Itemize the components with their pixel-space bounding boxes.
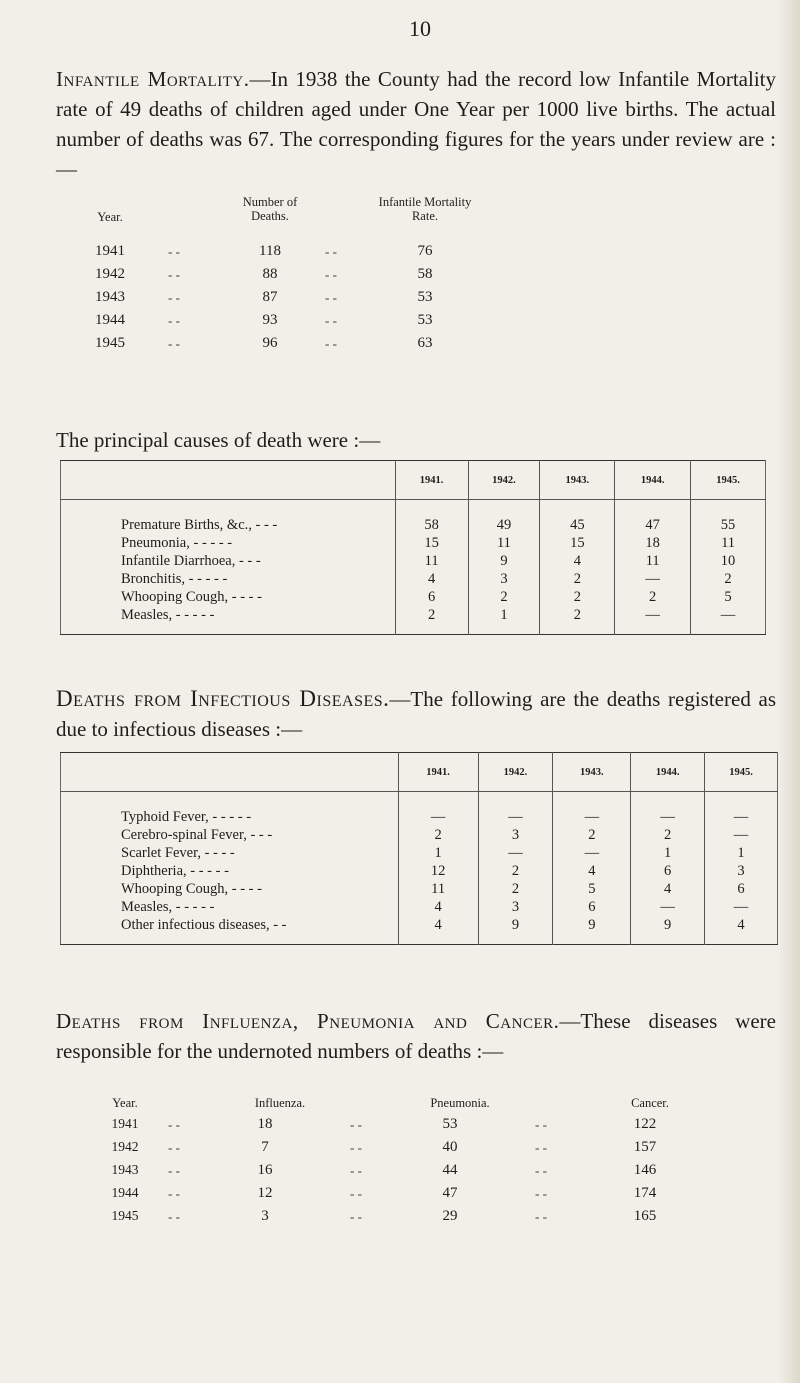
causes-row-value: 58 bbox=[395, 516, 468, 534]
ipc-row-influenza: 7 bbox=[261, 1139, 269, 1155]
ipc-row-sep: - - bbox=[535, 1140, 547, 1155]
infectious-row bbox=[61, 808, 778, 826]
causes-row-value: 2 bbox=[691, 570, 766, 588]
ipc-row-sep: - - bbox=[535, 1117, 547, 1132]
col-deaths-header: Number of Deaths. bbox=[242, 195, 298, 223]
ipc-row-sep: - - bbox=[350, 1163, 362, 1178]
infectious-text: —The following are the deaths registered as due to infectious diseases :— bbox=[56, 687, 776, 741]
infectious-year-1945: 1945. bbox=[705, 753, 778, 792]
ipc-col-pneumonia-header: Pneumonia. bbox=[430, 1096, 490, 1110]
causes-row-value: 11 bbox=[691, 534, 766, 552]
infectious-row-value: 4 bbox=[705, 916, 778, 934]
ipc-row-influenza: 18 bbox=[257, 1116, 273, 1132]
causes-row bbox=[61, 552, 766, 570]
infectious-row-label: Other infectious diseases, - - bbox=[121, 917, 287, 933]
infectious-row-label: Diphtheria, - - - - - bbox=[121, 863, 229, 879]
infectious-table bbox=[60, 752, 778, 945]
infectious-row-value: — bbox=[398, 808, 478, 826]
infantile-row-sep: - - bbox=[168, 244, 180, 259]
infantile-row-year: 1944 bbox=[95, 312, 125, 328]
ipc-text: —These diseases were responsible for the undernoted numbers of deaths :— bbox=[56, 1009, 777, 1063]
infectious-row-value: 12 bbox=[398, 862, 478, 880]
infantile-paragraph bbox=[56, 64, 776, 184]
ipc-row-cancer: 165 bbox=[633, 1208, 657, 1224]
infectious-row-value: 6 bbox=[705, 880, 778, 898]
causes-row-label: Measles, - - - - - bbox=[121, 607, 215, 623]
ipc-paragraph bbox=[56, 1006, 776, 1066]
infantile-row-deaths: 93 bbox=[262, 312, 278, 328]
infantile-row-deaths: 87 bbox=[262, 289, 278, 305]
ipc-row-sep: - - bbox=[168, 1140, 180, 1155]
infectious-row-value: 4 bbox=[398, 898, 478, 916]
ipc-row-year: 1942 bbox=[111, 1139, 139, 1154]
page-number: 10 bbox=[409, 16, 431, 41]
infantile-row-year: 1942 bbox=[95, 266, 125, 282]
causes-row-label: Bronchitis, - - - - - bbox=[121, 571, 228, 587]
col-rate-header: Infantile Mortality Rate. bbox=[378, 195, 472, 223]
infectious-row-value: 2 bbox=[478, 880, 553, 898]
infectious-row-value: 9 bbox=[478, 916, 553, 934]
causes-row-value: 15 bbox=[395, 534, 468, 552]
infectious-row bbox=[61, 898, 778, 916]
causes-row-value: 11 bbox=[395, 552, 468, 570]
infectious-row-value: 5 bbox=[553, 880, 631, 898]
ipc-row-year: 1941 bbox=[111, 1116, 139, 1131]
causes-row-value: 2 bbox=[615, 588, 691, 606]
causes-row-value: 6 bbox=[395, 588, 468, 606]
causes-row-value: 2 bbox=[468, 588, 540, 606]
causes-row-value: 47 bbox=[615, 516, 691, 534]
ipc-row-year: 1943 bbox=[111, 1162, 139, 1177]
ipc-row-pneumonia: 40 bbox=[442, 1139, 458, 1155]
causes-row-value: 5 bbox=[691, 588, 766, 606]
ipc-col-influenza-header: Influenza. bbox=[254, 1096, 306, 1110]
causes-row-value: — bbox=[615, 570, 691, 588]
infectious-row-value: 1 bbox=[398, 844, 478, 862]
infectious-row-value: — bbox=[631, 808, 705, 826]
ipc-row-influenza: 16 bbox=[257, 1162, 273, 1178]
infectious-row-value: 1 bbox=[631, 844, 705, 862]
infantile-text: —In 1938 the County had the record low Infantile Mortality rate of 49 deaths of children aged under One Year per 1000 live births. The actual number of deaths was 67. The corresponding figures for the years under review are :— bbox=[56, 67, 776, 181]
infantile-row-sep: - - bbox=[325, 244, 337, 259]
infectious-row-value: 9 bbox=[631, 916, 705, 934]
causes-end-row bbox=[61, 624, 766, 635]
infantile-row-sep: - - bbox=[168, 313, 180, 328]
infectious-row-value: — bbox=[553, 844, 631, 862]
causes-row-value: 11 bbox=[468, 534, 540, 552]
causes-row-value: — bbox=[615, 606, 691, 624]
infectious-row-value: — bbox=[478, 808, 553, 826]
infantile-row-sep: - - bbox=[325, 290, 337, 305]
causes-row-label: Premature Births, &c., - - - bbox=[121, 517, 278, 533]
infectious-year-1942: 1942. bbox=[478, 753, 553, 792]
ipc-row-sep: - - bbox=[168, 1163, 180, 1178]
causes-row-label: Pneumonia, - - - - - bbox=[121, 535, 233, 551]
causes-row-label: Whooping Cough, - - - - bbox=[121, 589, 262, 605]
infectious-row-value: 2 bbox=[631, 826, 705, 844]
ipc-row-cancer: 122 bbox=[633, 1116, 657, 1132]
causes-row-value: 9 bbox=[468, 552, 540, 570]
causes-row-value: 2 bbox=[540, 570, 615, 588]
causes-row bbox=[61, 588, 766, 606]
infectious-row-label: Typhoid Fever, - - - - - bbox=[121, 809, 252, 825]
causes-row-value: 10 bbox=[691, 552, 766, 570]
infectious-header-row bbox=[61, 753, 778, 792]
causes-row-value: — bbox=[691, 606, 766, 624]
infantile-row-year: 1941 bbox=[95, 243, 125, 259]
causes-year-1942: 1942. bbox=[468, 461, 540, 500]
infectious-row-label: Cerebro-spinal Fever, - - - bbox=[121, 827, 273, 843]
infantile-row-year: 1943 bbox=[95, 289, 125, 305]
causes-row-value: 18 bbox=[615, 534, 691, 552]
ipc-col-year-header: Year. bbox=[112, 1096, 138, 1110]
infectious-row-value: 4 bbox=[398, 916, 478, 934]
ipc-row-sep: - - bbox=[535, 1163, 547, 1178]
infectious-row-value: 1 bbox=[705, 844, 778, 862]
infectious-row bbox=[61, 862, 778, 880]
causes-row-value: 11 bbox=[615, 552, 691, 570]
page-edge-shadow bbox=[778, 0, 800, 1383]
infantile-row-sep: - - bbox=[168, 290, 180, 305]
infectious-row-value: 2 bbox=[398, 826, 478, 844]
infectious-row-value: 2 bbox=[553, 826, 631, 844]
infectious-end-row bbox=[61, 934, 778, 945]
causes-row bbox=[61, 516, 766, 534]
infantile-row-rate: 63 bbox=[417, 335, 433, 351]
infectious-row-value: 3 bbox=[478, 826, 553, 844]
infantile-row-sep: - - bbox=[325, 336, 337, 351]
ipc-row-pneumonia: 47 bbox=[442, 1185, 458, 1201]
ipc-row-sep: - - bbox=[350, 1209, 362, 1224]
infantile-row-sep: - - bbox=[325, 267, 337, 282]
infantile-row-deaths: 118 bbox=[259, 243, 281, 259]
infectious-row-value: — bbox=[705, 826, 778, 844]
infectious-row bbox=[61, 916, 778, 934]
ipc-row-pneumonia: 44 bbox=[442, 1162, 458, 1178]
infectious-row-value: — bbox=[478, 844, 553, 862]
causes-row-value: 55 bbox=[691, 516, 766, 534]
infantile-row-rate: 53 bbox=[417, 289, 433, 305]
infectious-row-value: 4 bbox=[631, 880, 705, 898]
infectious-year-1944: 1944. bbox=[631, 753, 705, 792]
infectious-row-value: 6 bbox=[553, 898, 631, 916]
ipc-row-sep: - - bbox=[350, 1117, 362, 1132]
causes-header-row bbox=[61, 461, 766, 500]
ipc-row-sep: - - bbox=[350, 1186, 362, 1201]
infectious-row-label: Whooping Cough, - - - - bbox=[121, 881, 262, 897]
ipc-row-sep: - - bbox=[350, 1140, 362, 1155]
causes-year-1943: 1943. bbox=[540, 461, 615, 500]
infantile-table bbox=[0, 195, 800, 375]
infantile-heading: Infantile Mortality. bbox=[56, 67, 250, 91]
infectious-row-value: — bbox=[705, 898, 778, 916]
causes-row-value: 4 bbox=[540, 552, 615, 570]
infantile-row-year: 1945 bbox=[95, 335, 125, 351]
infectious-row-value: 3 bbox=[705, 862, 778, 880]
ipc-row-sep: - - bbox=[535, 1186, 547, 1201]
infantile-row-deaths: 88 bbox=[262, 266, 278, 282]
causes-row bbox=[61, 606, 766, 624]
ipc-row-sep: - - bbox=[168, 1209, 180, 1224]
infectious-row bbox=[61, 826, 778, 844]
ipc-row-sep: - - bbox=[168, 1117, 180, 1132]
causes-row-value: 2 bbox=[540, 606, 615, 624]
infectious-row-value: 9 bbox=[553, 916, 631, 934]
causes-row-value: 1 bbox=[468, 606, 540, 624]
infectious-row-value: 2 bbox=[478, 862, 553, 880]
causes-row-value: 45 bbox=[540, 516, 615, 534]
infectious-row-label: Measles, - - - - - bbox=[121, 899, 215, 915]
ipc-col-cancer-header: Cancer. bbox=[631, 1096, 669, 1110]
infectious-spacer-row bbox=[61, 792, 778, 809]
ipc-row-influenza: 12 bbox=[257, 1185, 273, 1201]
causes-spacer-row bbox=[61, 500, 766, 517]
infantile-row-sep: - - bbox=[325, 313, 337, 328]
infectious-year-1943: 1943. bbox=[553, 753, 631, 792]
infectious-row bbox=[61, 844, 778, 862]
ipc-row-cancer: 174 bbox=[633, 1185, 657, 1201]
infectious-row-value: — bbox=[553, 808, 631, 826]
causes-row-value: 2 bbox=[395, 606, 468, 624]
ipc-row-sep: - - bbox=[168, 1186, 180, 1201]
infectious-row-value: — bbox=[705, 808, 778, 826]
causes-row-value: 49 bbox=[468, 516, 540, 534]
infantile-row-deaths: 96 bbox=[262, 335, 278, 351]
infantile-row-rate: 58 bbox=[417, 266, 433, 282]
causes-row bbox=[61, 570, 766, 588]
causes-intro: The principal causes of death were :— bbox=[56, 428, 381, 452]
ipc-heading: Deaths from Influenza, Pneumonia and Cancer. bbox=[56, 1009, 560, 1033]
infantile-row-rate: 53 bbox=[417, 312, 433, 328]
causes-year-1941: 1941. bbox=[395, 461, 468, 500]
infectious-row-value: 11 bbox=[398, 880, 478, 898]
ipc-row-cancer: 146 bbox=[633, 1162, 657, 1178]
infantile-row-sep: - - bbox=[168, 267, 180, 282]
causes-row-value: 2 bbox=[540, 588, 615, 606]
causes-year-1944: 1944. bbox=[615, 461, 691, 500]
causes-row-value: 4 bbox=[395, 570, 468, 588]
ipc-row-pneumonia: 53 bbox=[442, 1116, 458, 1132]
ipc-row-year: 1945 bbox=[111, 1208, 139, 1223]
infectious-heading: Deaths from Infectious Diseases. bbox=[56, 686, 390, 711]
causes-year-1945: 1945. bbox=[691, 461, 766, 500]
infantile-row-sep: - - bbox=[168, 336, 180, 351]
infectious-row-value: — bbox=[631, 898, 705, 916]
col-year-header: Year. bbox=[97, 210, 123, 224]
ipc-row-year: 1944 bbox=[111, 1185, 139, 1200]
infectious-row bbox=[61, 880, 778, 898]
ipc-row-cancer: 157 bbox=[633, 1139, 657, 1155]
causes-row-value: 15 bbox=[540, 534, 615, 552]
infantile-row-rate: 76 bbox=[417, 243, 433, 259]
causes-row-value: 3 bbox=[468, 570, 540, 588]
ipc-row-influenza: 3 bbox=[261, 1208, 269, 1224]
infectious-year-1941: 1941. bbox=[398, 753, 478, 792]
causes-table bbox=[60, 460, 766, 635]
ipc-table bbox=[0, 1096, 800, 1256]
causes-row-label: Infantile Diarrhoea, - - - bbox=[121, 553, 261, 569]
infectious-row-value: 3 bbox=[478, 898, 553, 916]
infectious-row-value: 6 bbox=[631, 862, 705, 880]
ipc-row-sep: - - bbox=[535, 1209, 547, 1224]
infectious-row-value: 4 bbox=[553, 862, 631, 880]
infectious-paragraph bbox=[56, 684, 776, 744]
causes-row bbox=[61, 534, 766, 552]
ipc-row-pneumonia: 29 bbox=[442, 1208, 458, 1224]
infectious-row-label: Scarlet Fever, - - - - bbox=[121, 845, 235, 861]
